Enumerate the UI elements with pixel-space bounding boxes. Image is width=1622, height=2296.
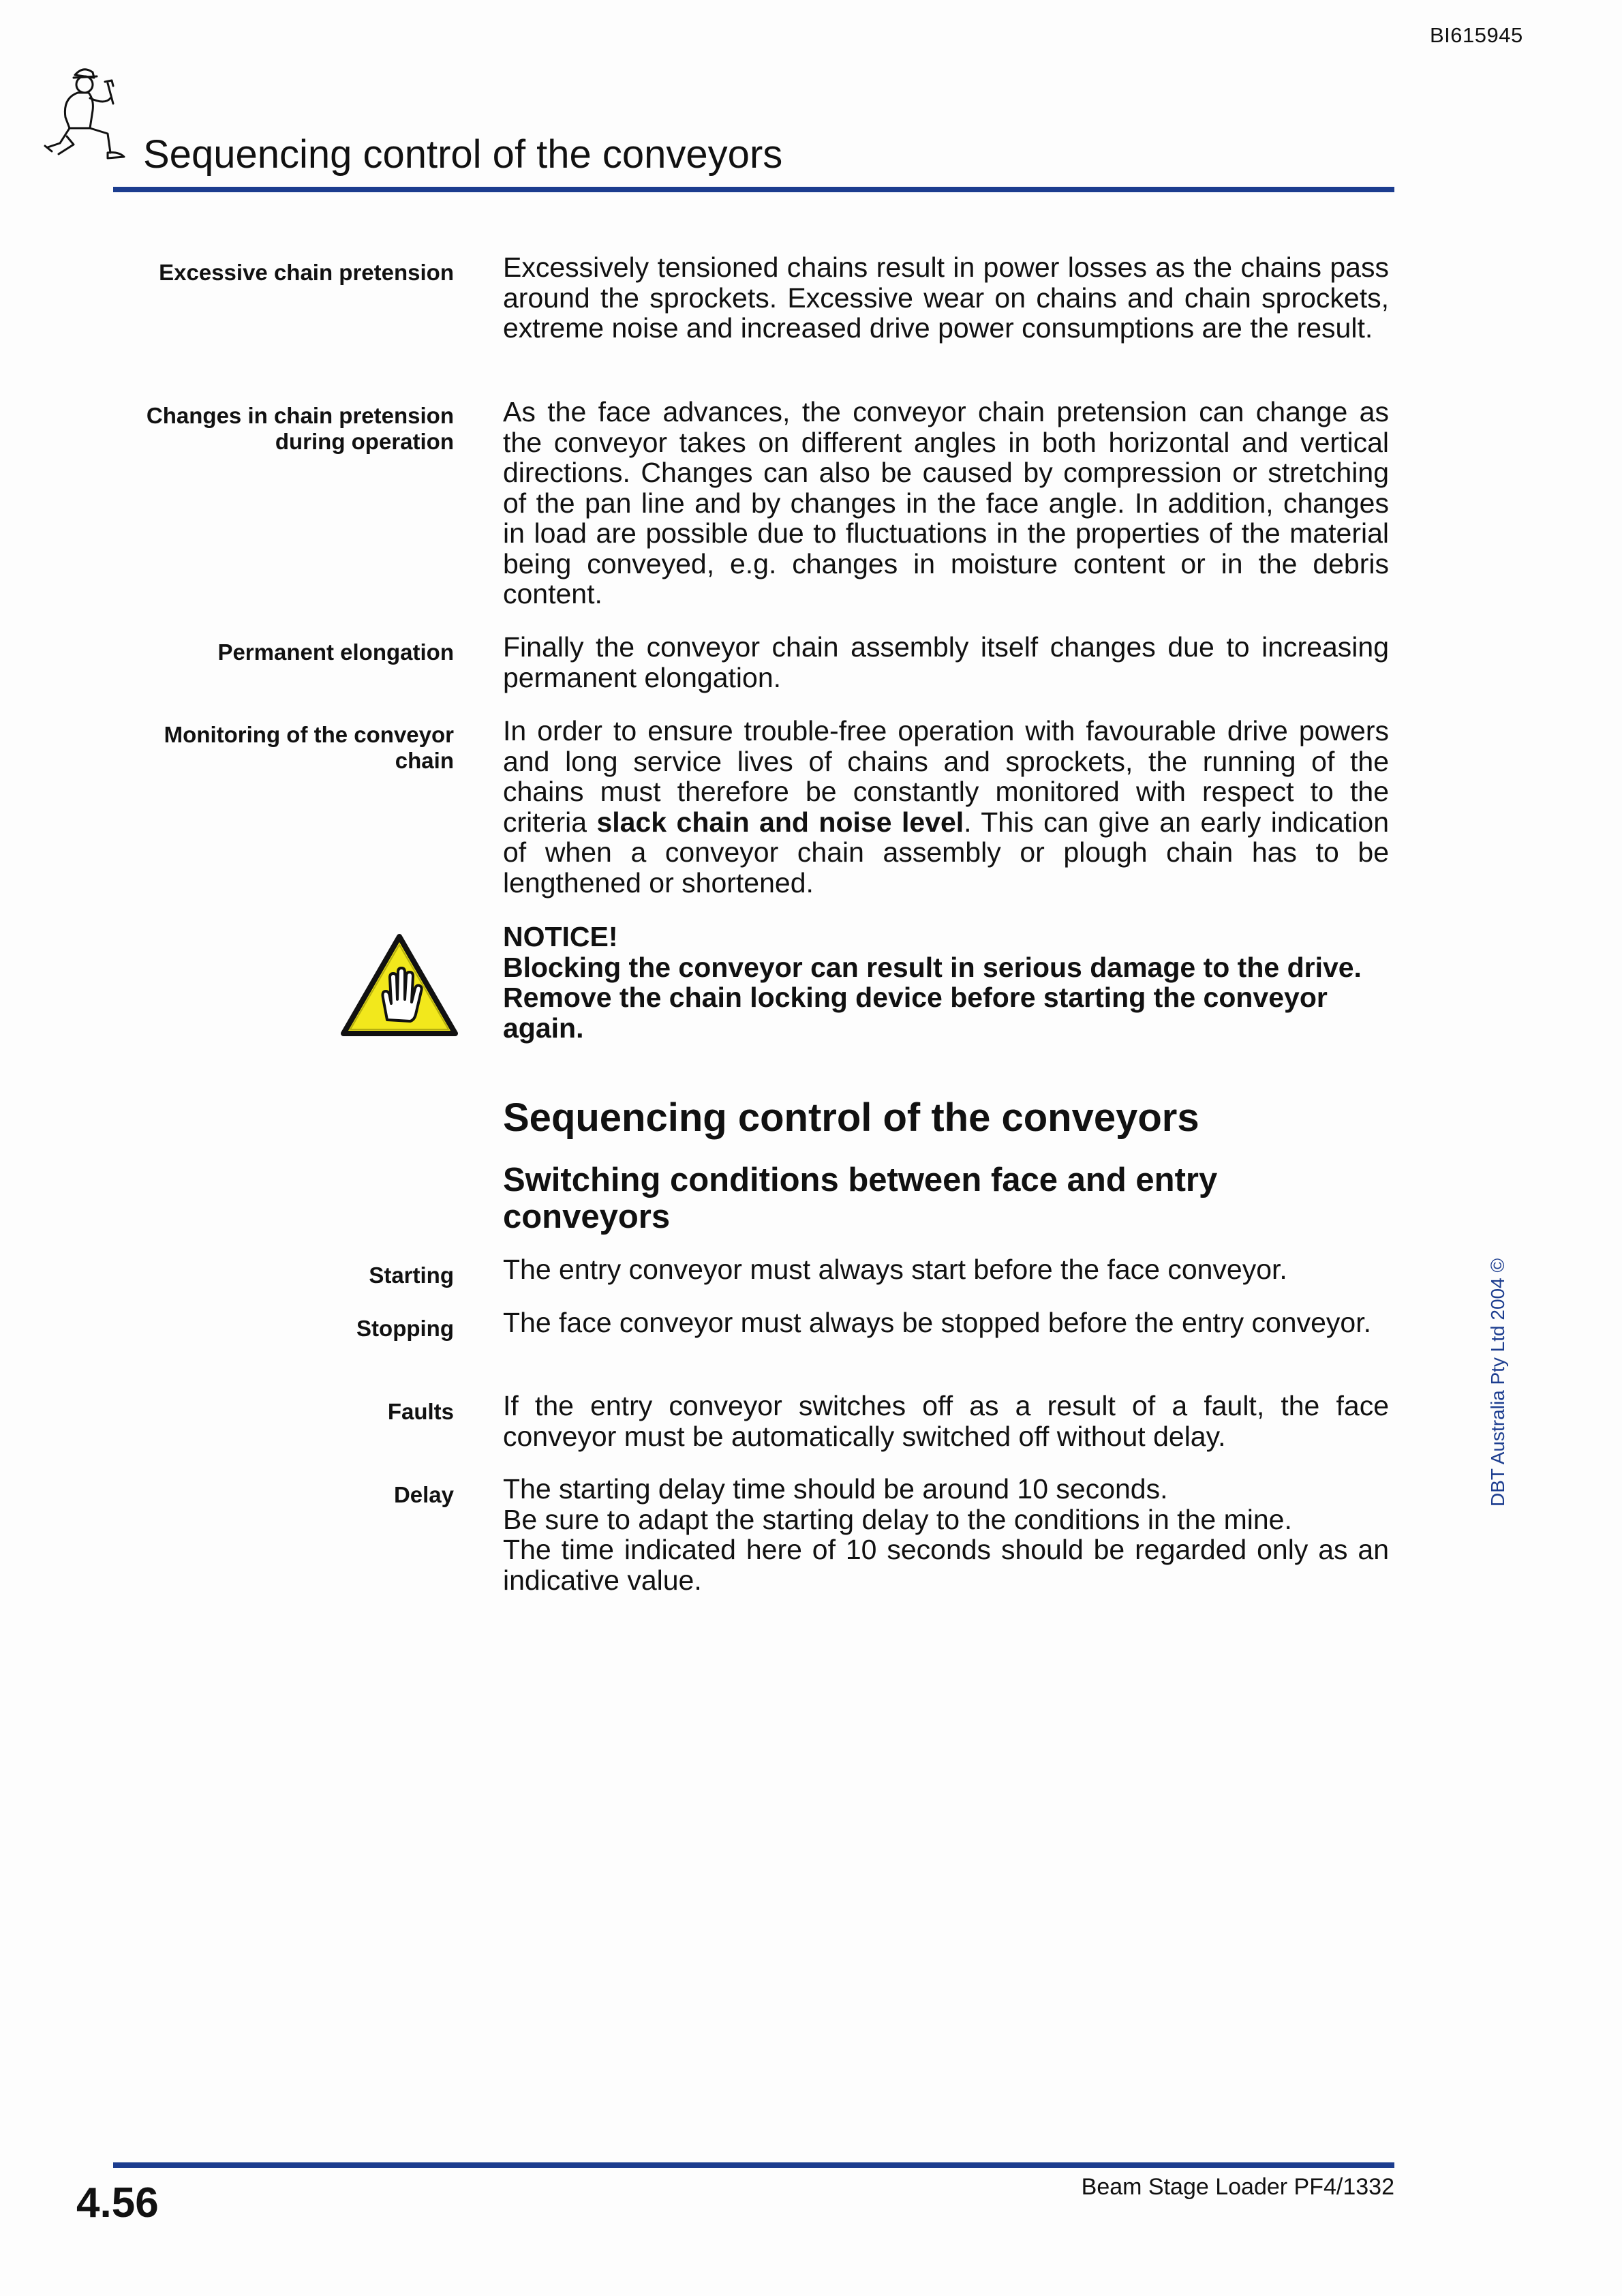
paragraph-monitoring-conveyor-chain	[503, 716, 1389, 898]
footer-product-title: Beam Stage Loader PF4/1332	[1081, 2174, 1394, 2200]
label-changes-in-chain-pretension	[72, 403, 454, 455]
label-line: Monitoring of the conveyor	[164, 722, 454, 747]
label-starting: Starting	[369, 1263, 454, 1288]
paragraph-line: The starting delay time should be around 10 seconds.	[503, 1473, 1168, 1505]
paragraph-faults: If the entry conveyor switches off as a result of a fault, the face conveyor must be automatically switched off without delay.	[503, 1390, 1389, 1452]
page-number: 4.56	[76, 2179, 159, 2226]
paragraph-starting: The entry conveyor must always start before the face conveyor.	[503, 1254, 1287, 1285]
paragraph-delay	[503, 1474, 1389, 1595]
paragraph-stopping: The face conveyor must always be stopped before the entry conveyor.	[503, 1307, 1371, 1338]
paragraph-permanent-elongation: Finally the conveyor chain assembly itself changes due to increasing permanent elongation.	[503, 631, 1389, 693]
paragraph-line: The time indicated here of 10 seconds should be regarded only as an indicative value.	[503, 1534, 1389, 1596]
label-line: chain	[395, 748, 454, 773]
paragraph-text: . This can give an early indication of when a conveyor chain assembly or plough chain has to be lengthened or shortened.	[503, 806, 1389, 898]
footer-rule	[113, 2162, 1394, 2168]
label-monitoring-conveyor-chain	[72, 722, 454, 774]
label-faults: Faults	[387, 1399, 454, 1424]
emphasis-text: slack chain and noise level	[596, 806, 964, 838]
label-excessive-chain-pretension: Excessive chain pretension	[159, 260, 454, 285]
page-title: Sequencing control of the conveyors	[143, 132, 783, 177]
worker-icon	[42, 63, 138, 172]
notice-text: Blocking the conveyor can result in serious damage to the drive. Remove the chain locking device before starting the conveyor again.	[503, 951, 1362, 1044]
hand-warning-icon	[339, 933, 459, 1039]
notice-box	[503, 922, 1396, 1043]
label-line: Changes in chain pretension	[146, 403, 454, 428]
paragraph-line: Be sure to adapt the starting delay to the conditions in the mine.	[503, 1503, 1292, 1535]
subsection-heading: Switching conditions between face and entry conveyors	[503, 1162, 1218, 1235]
paragraph-text: In order to ensure trouble-free operation with favourable drive powers and long service lives of chains and sprockets, the running of the chains must therefore be constantly monitored with respect to the criteria	[503, 715, 1389, 838]
section-heading: Sequencing control of the conveyors	[503, 1096, 1199, 1140]
paragraph-excessive-chain-pretension: Excessively tensioned chains result in power losses as the chains pass around the sprockets. Excessive wear on chains and chain sprockets, extreme noise and increased drive power consumptions are the result.	[503, 252, 1389, 344]
label-line: during operation	[275, 429, 454, 454]
document-id: BI615945	[1430, 23, 1523, 47]
label-delay: Delay	[393, 1482, 454, 1507]
header-rule	[113, 187, 1394, 192]
label-stopping: Stopping	[356, 1316, 454, 1341]
label-permanent-elongation: Permanent elongation	[217, 639, 454, 665]
paragraph-changes-in-chain-pretension: As the face advances, the conveyor chain pretension can change as the conveyor takes on different angles in both horizontal and vertical directions. Changes can also be caused by compression or stretching of the pan line and by changes in the face angle. In addition, changes in load are possible due to fluctuations in the properties of the material being conveyed, e.g. changes in moisture content or in the debris content.	[503, 396, 1389, 609]
copyright-text: DBT Australia Pty Ltd 2004 ©	[1487, 1258, 1508, 1507]
notice-heading: NOTICE!	[503, 921, 618, 952]
copyright-notice	[1486, 1258, 1513, 1507]
